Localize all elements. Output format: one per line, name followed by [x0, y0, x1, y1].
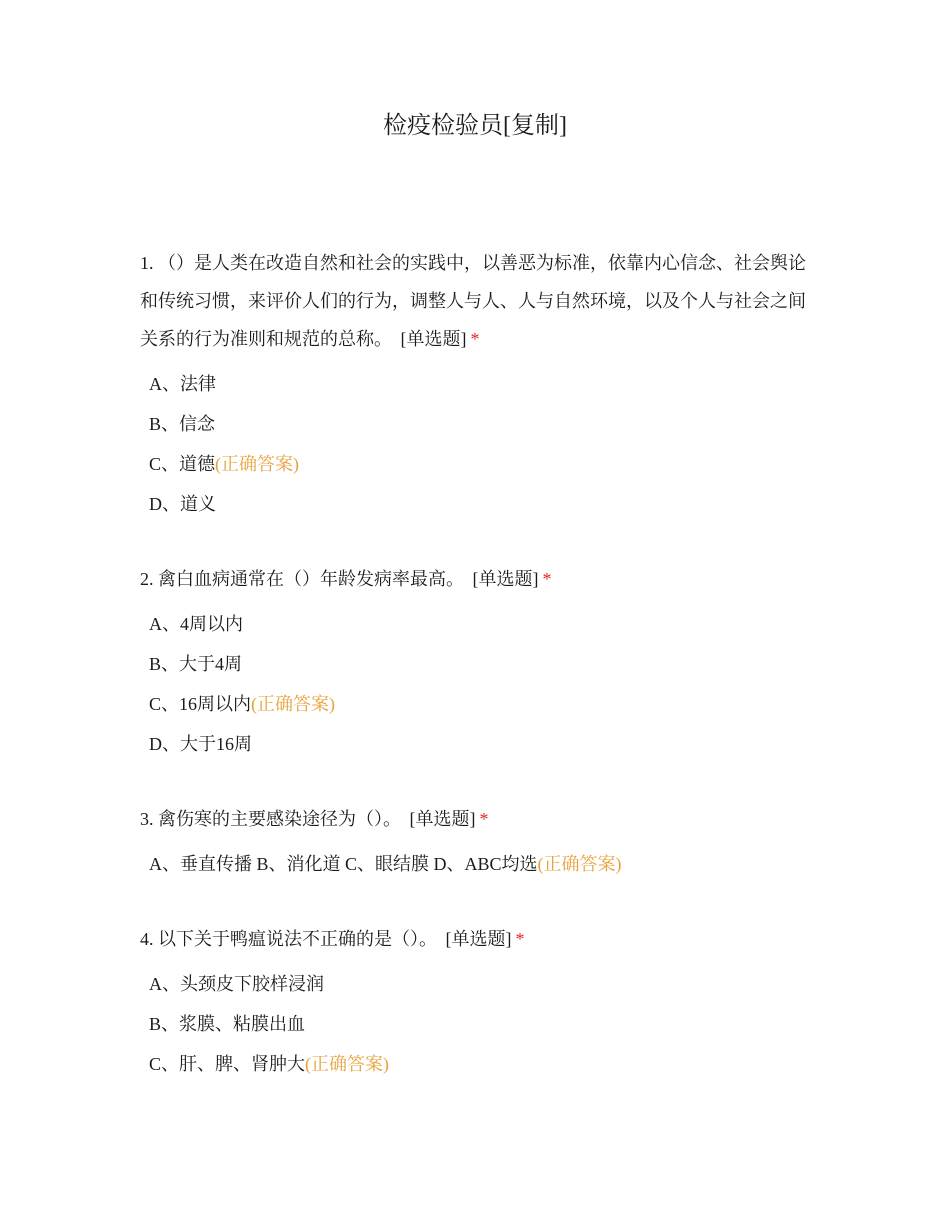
- option-c: C、16周以内(正确答案): [149, 694, 336, 714]
- option-b: B、大于4周: [149, 654, 243, 674]
- option-d: D、大于16周: [149, 734, 252, 754]
- question-number: 4.: [140, 929, 154, 949]
- page-title: 检疫检验员[复制]: [383, 113, 567, 139]
- question-4: [140, 920, 820, 1084]
- option-d: D、道义: [149, 494, 216, 514]
- correct-answer-label: (正确答案): [537, 854, 622, 874]
- option-a: A、法律: [149, 374, 216, 394]
- question-stem: 以下关于鸭瘟说法不正确的是（）。: [158, 929, 437, 949]
- option-a: A、4周以内: [149, 614, 243, 634]
- question-stem: 禽伤寒的主要感染途径为（）。: [158, 809, 401, 829]
- question-text: [140, 800, 820, 838]
- required-mark: *: [470, 329, 480, 349]
- option-c: C、道德(正确答案): [149, 454, 300, 474]
- correct-answer-label: (正确答案): [305, 1054, 390, 1074]
- question-number: 1.: [140, 253, 154, 273]
- required-mark: *: [479, 809, 489, 829]
- option-list: [140, 844, 820, 884]
- question-stem: （）是人类在改造自然和社会的实践中，以善恶为标准，依靠内心信念、社会舆论和传统习惯，来评价人们的行为，调整人与人、人与自然环境，以及个人与社会之间关系的行为准则和规范的总称。: [140, 253, 806, 349]
- option-b: B、浆膜、粘膜出血: [149, 1014, 306, 1034]
- option-a: A、头颈皮下胶样浸润: [149, 974, 324, 994]
- correct-answer-label: (正确答案): [215, 454, 300, 474]
- option-b: B、信念: [149, 414, 216, 434]
- option-list: [140, 604, 820, 764]
- question-1: [140, 244, 820, 524]
- question-type: [单选题]: [472, 569, 539, 589]
- correct-answer-label: (正确答案): [251, 694, 336, 714]
- option-a: A、垂直传播 B、消化道 C、眼结膜 D、ABC均选(正确答案): [149, 854, 622, 874]
- question-text: [140, 560, 820, 598]
- question-type: [单选题]: [409, 809, 476, 829]
- question-number: 3.: [140, 809, 154, 829]
- question-2: [140, 560, 820, 764]
- question-list: [140, 244, 820, 1084]
- required-mark: *: [542, 569, 552, 589]
- option-c: C、肝、脾、肾肿大(正确答案): [149, 1054, 390, 1074]
- required-mark: *: [515, 929, 525, 949]
- question-type: [单选题]: [400, 329, 467, 349]
- question-type: [单选题]: [445, 929, 512, 949]
- option-list: [140, 364, 820, 524]
- option-list: [140, 964, 820, 1084]
- question-stem: 禽白血病通常在（）年龄发病率最高。: [158, 569, 464, 589]
- question-number: 2.: [140, 569, 154, 589]
- question-3: [140, 800, 820, 884]
- question-text: [140, 920, 820, 958]
- question-text: [140, 244, 820, 358]
